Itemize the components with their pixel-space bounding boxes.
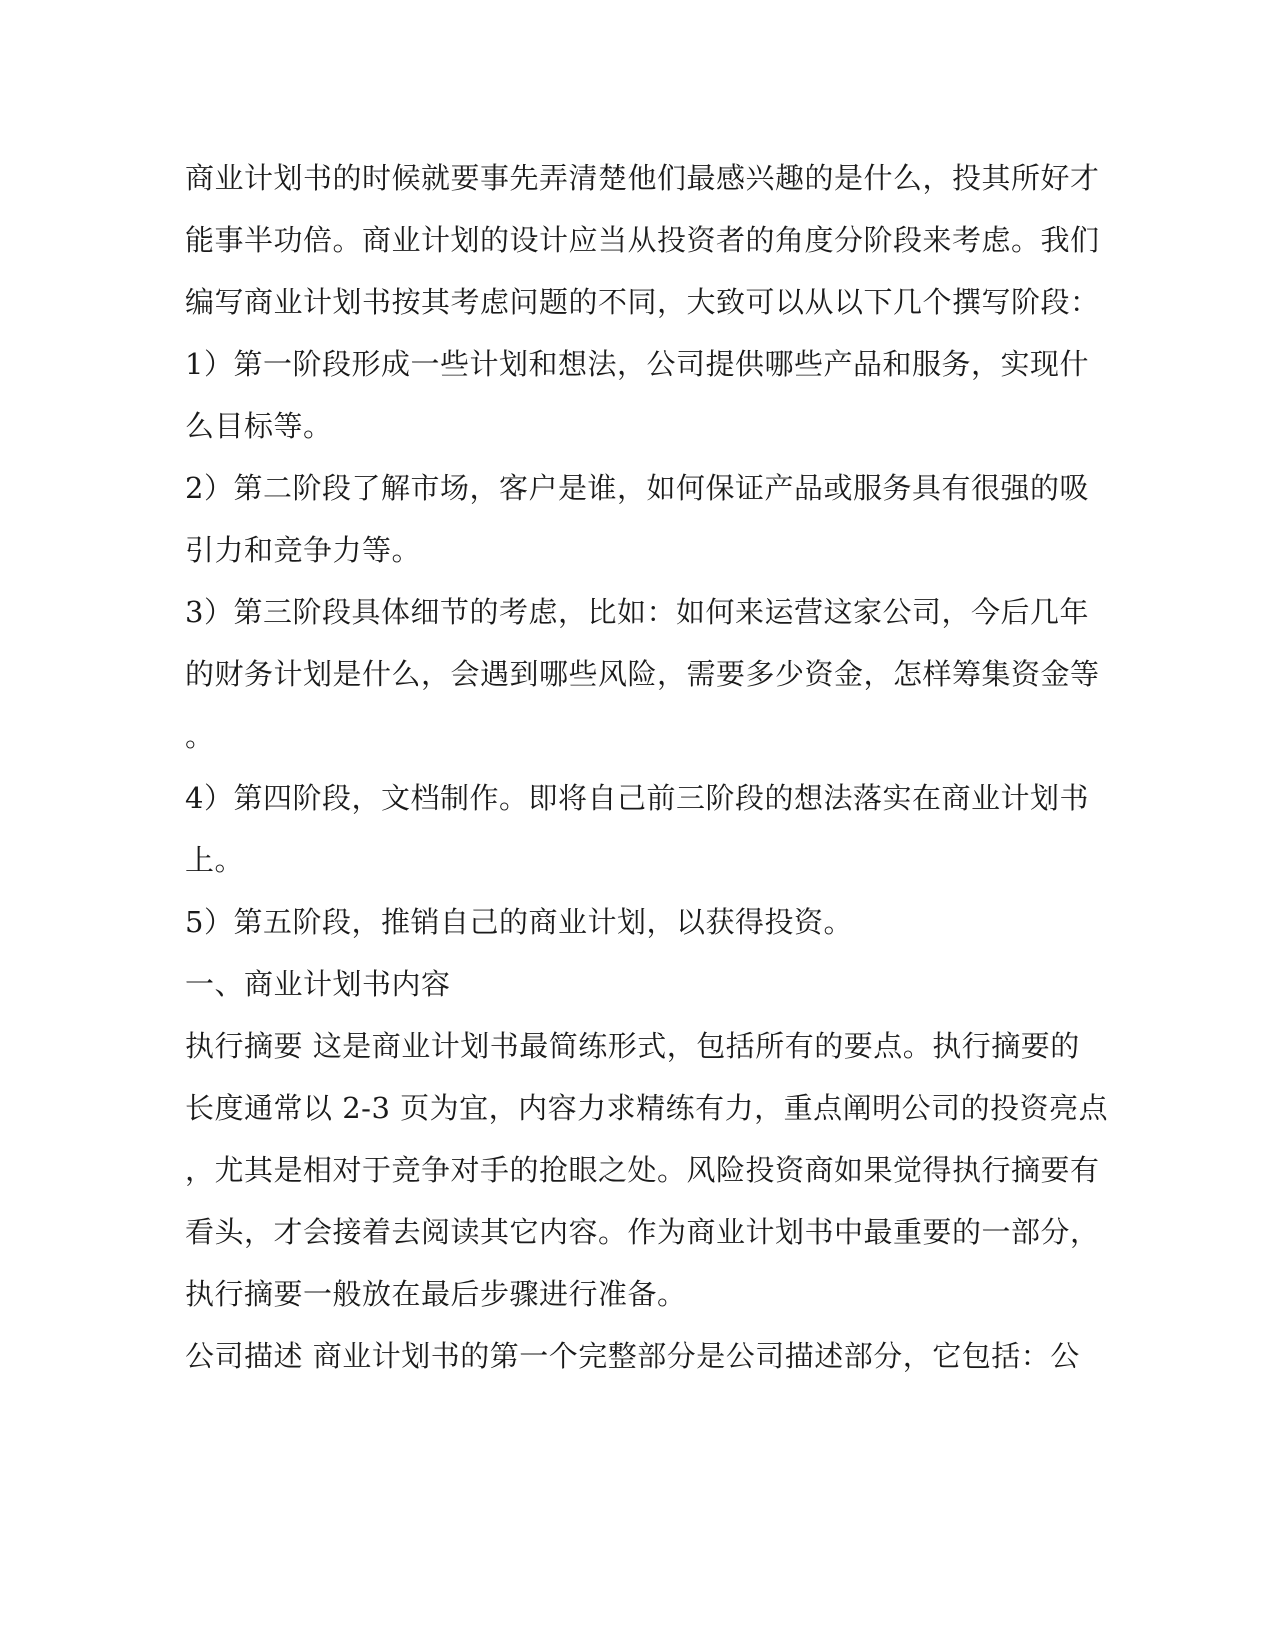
section-heading: 一、商业计划书内容 (185, 967, 451, 1001)
text-line: 上。 (185, 843, 245, 877)
list-item-stage-3: 3）第三阶段具体细节的考虑，比如：如何来运营这家公司，今后几年 (185, 595, 1089, 629)
list-item-stage-4: 4）第四阶段，文档制作。即将自己前三阶段的想法落实在商业计划书 (185, 781, 1089, 815)
text-line: ，尤其是相对于竞争对手的抢眼之处。风险投资商如果觉得执行摘要有 (185, 1153, 1100, 1187)
text-line: 的财务计划是什么，会遇到哪些风险，需要多少资金，怎样筹集资金等 (185, 657, 1100, 691)
list-item-stage-2: 2）第二阶段了解市场，客户是谁，如何保证产品或服务具有很强的吸 (185, 471, 1089, 505)
paragraph-company-description: 公司描述 商业计划书的第一个完整部分是公司描述部分，它包括：公 (185, 1339, 1080, 1373)
text-line: 执行摘要一般放在最后步骤进行准备。 (185, 1277, 687, 1311)
paragraph-executive-summary: 执行摘要 这是商业计划书最简练形式，包括所有的要点。执行摘要的 (185, 1029, 1080, 1063)
text-line: 么目标等。 (185, 409, 333, 443)
list-item-stage-5: 5）第五阶段，推销自己的商业计划，以获得投资。 (185, 905, 853, 939)
text-line: 引力和竞争力等。 (185, 533, 422, 567)
list-item-stage-1: 1）第一阶段形成一些计划和想法，公司提供哪些产品和服务，实现什 (185, 347, 1089, 381)
text-line: 。 (185, 719, 215, 753)
text-line: 商业计划书的时候就要事先弄清楚他们最感兴趣的是什么，投其所好才 (185, 161, 1100, 195)
text-line: 看头，才会接着去阅读其它内容。作为商业计划书中最重要的一部分， (185, 1215, 1100, 1249)
text-line: 能事半功倍。商业计划的设计应当从投资者的角度分阶段来考虑。我们 (185, 223, 1100, 257)
text-line: 编写商业计划书按其考虑问题的不同，大致可以从以下几个撰写阶段： (185, 285, 1100, 319)
text-line: 长度通常以 2-3 页为宜，内容力求精练有力，重点阐明公司的投资亮点 (185, 1091, 1109, 1125)
